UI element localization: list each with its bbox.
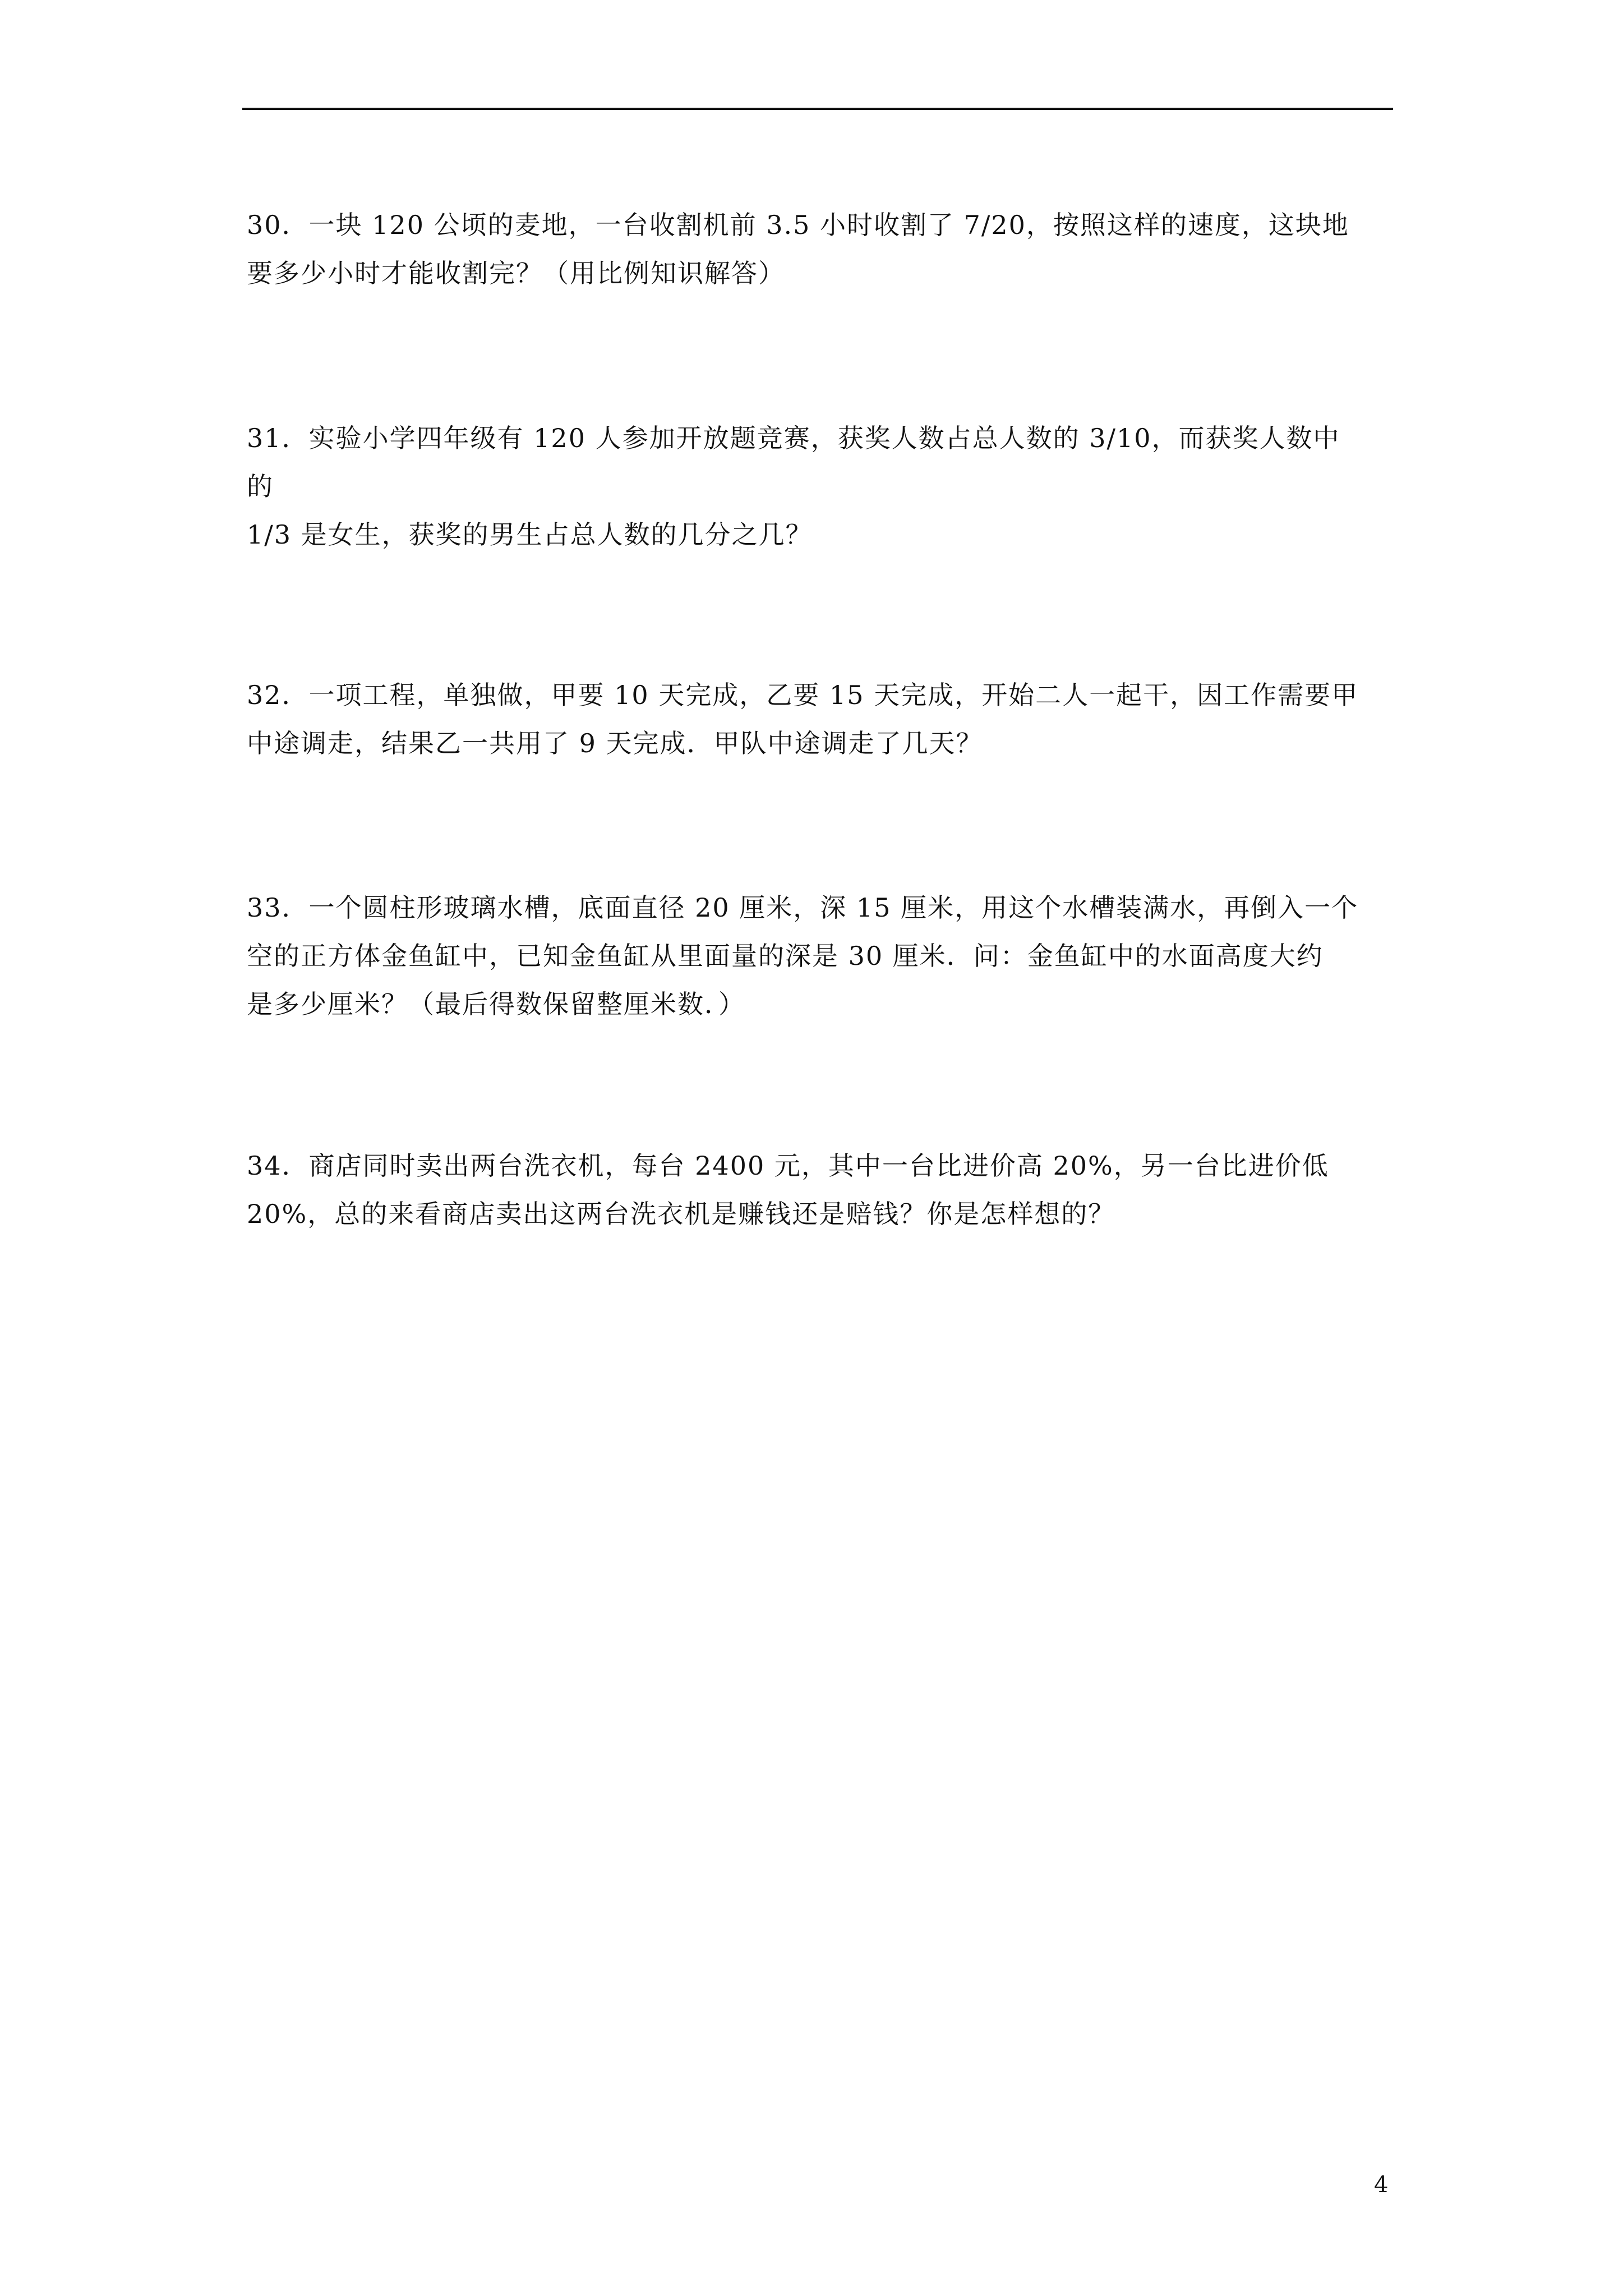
question-30-line-2: 要多少小时才能收割完？（用比例知识解答） xyxy=(247,258,785,288)
question-30 xyxy=(247,201,1391,297)
question-30-line-1: 30．一块 120 公顷的麦地，一台收割机前 3.5 小时收割了 7/20，按照这样的速度，这块地 xyxy=(247,210,1349,240)
question-31-line-1: 31．实验小学四年级有 120 人参加开放题竞赛，获奖人数占总人数的 3/10，而获奖人数中 xyxy=(247,423,1340,453)
question-32-line-1: 32．一项工程，单独做，甲要 10 天完成，乙要 15 天完成，开始二人一起干，因工作需要甲 xyxy=(247,680,1359,710)
question-33-line-2: 空的正方体金鱼缸中，已知金鱼缸从里面量的深是 30 厘米．问：金鱼缸中的水面高度大约 xyxy=(247,941,1324,971)
question-31 xyxy=(247,414,1391,559)
question-31-line-3: 1/3 是女生，获奖的男生占总人数的几分之几？ xyxy=(247,519,813,550)
page-number: 4 xyxy=(1374,2172,1389,2198)
question-32-line-2: 中途调走，结果乙一共用了 9 天完成．甲队中途调走了几天？ xyxy=(247,728,983,758)
question-33-line-1: 33．一个圆柱形玻璃水槽，底面直径 20 厘米，深 15 厘米，用这个水槽装满水，再倒入一个 xyxy=(247,892,1359,923)
question-34 xyxy=(247,1142,1391,1238)
question-31-line-2: 的 xyxy=(247,471,274,501)
question-32 xyxy=(247,671,1391,767)
header-rule xyxy=(242,108,1393,110)
question-34-line-2: 20%，总的来看商店卖出这两台洗衣机是赚钱还是赔钱？你是怎样想的？ xyxy=(247,1199,1115,1229)
question-34-line-1: 34．商店同时卖出两台洗衣机，每台 2400 元，其中一台比进价高 20%，另一台比进价低 xyxy=(247,1151,1329,1181)
question-33 xyxy=(247,884,1391,1028)
question-33-line-3: 是多少厘米？（最后得数保留整厘米数．） xyxy=(247,989,745,1019)
